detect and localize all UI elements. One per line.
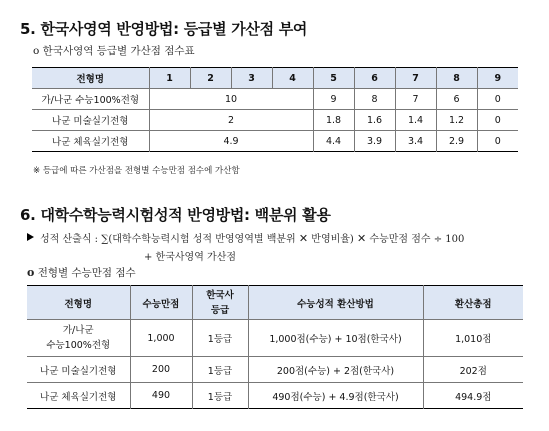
times-icon: ✕ bbox=[357, 232, 367, 245]
table-row bbox=[32, 131, 518, 152]
cell-full-score: 200 bbox=[130, 357, 192, 383]
row-name: 나군 미술실기전형 bbox=[27, 357, 130, 383]
table-header-row bbox=[32, 68, 518, 89]
table-row bbox=[27, 383, 523, 409]
formula-label: 성적 산출식 : bbox=[40, 234, 99, 245]
cell-grade-5: 9 bbox=[313, 89, 354, 110]
caption-bullet: o bbox=[33, 45, 40, 57]
cell-method: 1,000점(수능) + 10점(한국사) bbox=[248, 320, 423, 357]
table-row bbox=[27, 357, 523, 383]
caption-text: 전형별 수능만점 점수 bbox=[37, 267, 136, 279]
section-6-title: 6. 대학수학능력시험성적 반영방법: 백분위 활용 bbox=[20, 206, 331, 224]
header-cell: 한국사 등급 bbox=[192, 286, 248, 320]
row-name: 나군 체육실기전형 bbox=[27, 383, 130, 409]
header-cell: 4 bbox=[272, 68, 313, 89]
header-cell: 수능만점 bbox=[130, 286, 192, 320]
header-cell: 2 bbox=[190, 68, 231, 89]
header-cell: 8 bbox=[436, 68, 477, 89]
formula-line-2: + 한국사영역 가산점 bbox=[144, 252, 237, 263]
row-name: 나군 미술실기전형 bbox=[32, 110, 149, 131]
cell-full-score: 490 bbox=[130, 383, 192, 409]
header-cell: 전형명 bbox=[32, 68, 149, 89]
triangle-bullet-icon bbox=[27, 233, 34, 241]
cell-total: 494.9점 bbox=[423, 383, 523, 409]
row-name: 가/나군 수능100%전형 bbox=[32, 89, 149, 110]
header-cell: 3 bbox=[231, 68, 272, 89]
cell-grades-1-4: 4.9 bbox=[149, 131, 313, 152]
cell-grade-9: 0 bbox=[477, 89, 518, 110]
header-cell: 6 bbox=[354, 68, 395, 89]
caption-bullet: o bbox=[27, 266, 35, 279]
cell-grade-8: 2.9 bbox=[436, 131, 477, 152]
header-cell: 환산총점 bbox=[423, 286, 523, 320]
header-cell: 수능성적 환산방법 bbox=[248, 286, 423, 320]
table-row bbox=[32, 89, 518, 110]
cell-grade-7: 1.4 bbox=[395, 110, 436, 131]
formula-part-1: ∑(대학수학능력시험 성적 반영영역별 백분위 bbox=[101, 234, 296, 245]
cell-grade-5: 4.4 bbox=[313, 131, 354, 152]
header-cell: 7 bbox=[395, 68, 436, 89]
cell-history-grade: 1등급 bbox=[192, 383, 248, 409]
grade-bonus-table bbox=[32, 67, 518, 152]
table-row bbox=[32, 110, 518, 131]
cell-grade-8: 6 bbox=[436, 89, 477, 110]
cell-grade-5: 1.8 bbox=[313, 110, 354, 131]
cell-grades-1-4: 2 bbox=[149, 110, 313, 131]
cell-grade-9: 0 bbox=[477, 131, 518, 152]
row-name: 가/나군 수능100%전형 bbox=[27, 320, 130, 357]
cell-grade-7: 3.4 bbox=[395, 131, 436, 152]
cell-grade-8: 1.2 bbox=[436, 110, 477, 131]
cell-grades-1-4: 10 bbox=[149, 89, 313, 110]
suneung-score-table bbox=[27, 285, 523, 409]
cell-grade-6: 1.6 bbox=[354, 110, 395, 131]
cell-total: 202점 bbox=[423, 357, 523, 383]
row-name: 나군 체육실기전형 bbox=[32, 131, 149, 152]
cell-history-grade: 1등급 bbox=[192, 320, 248, 357]
cell-grade-7: 7 bbox=[395, 89, 436, 110]
cell-history-grade: 1등급 bbox=[192, 357, 248, 383]
table-caption-2 bbox=[27, 265, 136, 280]
table-row bbox=[27, 320, 523, 357]
times-icon: ✕ bbox=[298, 232, 309, 245]
cell-grade-6: 3.9 bbox=[354, 131, 395, 152]
formula-part-2: 반영비율) bbox=[311, 234, 354, 245]
cell-full-score: 1,000 bbox=[130, 320, 192, 357]
section-5-title: 5. 한국사영역 반영방법: 등급별 가산점 부여 bbox=[20, 20, 308, 38]
header-cell: 전형명 bbox=[27, 286, 130, 320]
formula-line-1 bbox=[40, 230, 464, 245]
cell-grade-6: 8 bbox=[354, 89, 395, 110]
header-cell: 9 bbox=[477, 68, 518, 89]
table-caption-1 bbox=[33, 43, 195, 58]
header-cell: 5 bbox=[313, 68, 354, 89]
footnote: ※ 등급에 따른 가산점을 전형별 수능만점 점수에 가산함 bbox=[33, 166, 240, 176]
cell-method: 490점(수능) + 4.9점(한국사) bbox=[248, 383, 423, 409]
table-header-row bbox=[27, 286, 523, 320]
cell-method: 200점(수능) + 2점(한국사) bbox=[248, 357, 423, 383]
header-cell: 1 bbox=[149, 68, 190, 89]
caption-text: 한국사영역 등급별 가산점 점수표 bbox=[42, 45, 195, 57]
cell-grade-9: 0 bbox=[477, 110, 518, 131]
cell-total: 1,010점 bbox=[423, 320, 523, 357]
formula-part-3: 수능만점 점수 ÷ 100 bbox=[369, 234, 465, 245]
